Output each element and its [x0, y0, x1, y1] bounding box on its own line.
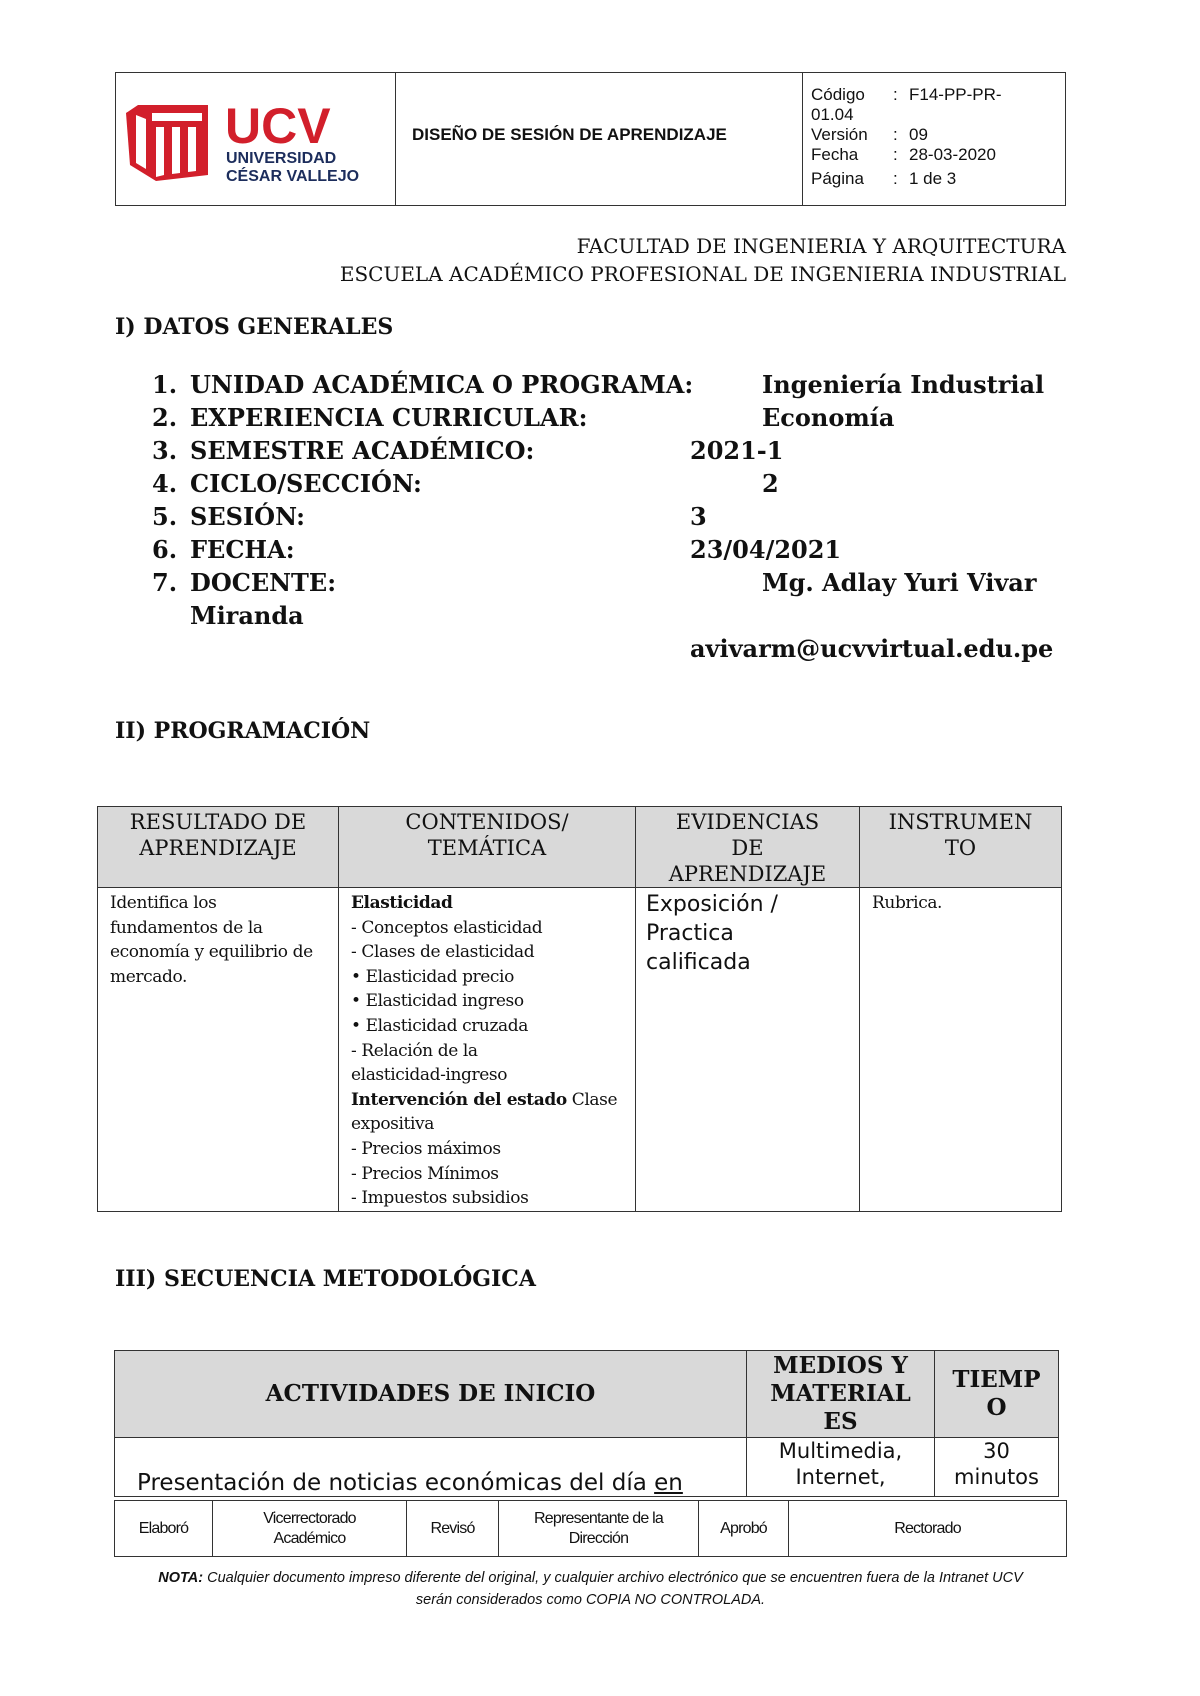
item-value: Economía: [762, 403, 895, 432]
evidencia-line: calificada: [646, 950, 751, 975]
item-label: EXPERIENCIA CURRICULAR:: [190, 403, 588, 432]
medios-line: Internet,: [795, 1465, 886, 1489]
contenidos-cell: [339, 888, 636, 1212]
item-number: 1.: [152, 370, 178, 399]
pagina-value: 1 de 3: [909, 169, 957, 188]
codigo-sep: :: [893, 85, 898, 104]
header-line: APRENDIZAJE: [139, 836, 297, 860]
document-title: DISEÑO DE SESIÓN DE APRENDIZAJE: [412, 125, 727, 144]
evidencia-line: Exposición /: [646, 892, 778, 917]
secuencia-table: [114, 1350, 1059, 1497]
programacion-table: [97, 806, 1062, 1212]
item-value: Mg. Adlay Yuri Vivar: [762, 568, 1037, 597]
contenido-line: elasticidad-ingreso: [351, 1065, 508, 1086]
item-number: 4.: [152, 469, 178, 498]
table-header-row: [98, 807, 1062, 888]
header-instrumento: [860, 807, 1062, 888]
header-line: MEDIOS Y: [773, 1352, 908, 1379]
header-line: CONTENIDOS/: [405, 810, 569, 834]
medios-line: Multimedia,: [778, 1439, 903, 1463]
elasticidad-title: Elasticidad: [351, 893, 453, 913]
evidencias-cell: [636, 888, 860, 1212]
title-cell: [396, 73, 803, 205]
elaboro-label: Elaboró: [115, 1501, 213, 1557]
tiempo-line: minutos: [954, 1465, 1039, 1489]
docente-email: avivarm@ucvvirtual.edu.pe: [690, 634, 1054, 663]
item-value: Ingeniería Industrial: [762, 370, 1045, 399]
header-line: MATERIAL: [770, 1380, 911, 1407]
resultado-line: Identifica los: [110, 893, 217, 913]
contenido-line: • Elasticidad ingreso: [351, 991, 524, 1012]
pagina-sep: :: [893, 169, 898, 188]
version-sep: :: [893, 125, 898, 144]
docente-cont: Miranda: [190, 601, 304, 630]
evidencia-line: Practica: [646, 921, 734, 946]
tiempo-line: 30: [983, 1439, 1010, 1463]
item-value: 23/04/2021: [690, 535, 842, 564]
header-evidencias: [636, 807, 860, 888]
item-number: 6.: [152, 535, 178, 564]
aprobo-label: Aprobó: [699, 1501, 789, 1557]
item-label: CICLO/SECCIÓN:: [190, 469, 422, 498]
section-secuencia-title: III) SECUENCIA METODOLÓGICA: [115, 1266, 536, 1292]
ucv-logo: [122, 95, 392, 185]
section-datos-generales-title: I) DATOS GENERALES: [115, 314, 394, 340]
meta-cell: [803, 73, 1065, 205]
item-label: FECHA:: [190, 535, 295, 564]
header-actividades: ACTIVIDADES DE INICIO: [115, 1351, 747, 1438]
item-number: 7.: [152, 568, 178, 597]
vicerrectorado-line: Académico: [273, 1529, 346, 1547]
codigo-label: Código: [811, 85, 865, 104]
section-programacion-title: II) PROGRAMACIÓN: [115, 718, 371, 744]
fecha-label: Fecha: [811, 145, 859, 164]
representante-line: Dirección: [568, 1529, 629, 1547]
header-tiempo: [935, 1351, 1059, 1438]
item-label: DOCENTE:: [190, 568, 337, 597]
school-name: ESCUELA ACADÉMICO PROFESIONAL DE INGENIERIA INDUSTRIAL: [339, 262, 1066, 286]
contenido-line: - Impuestos subsidios: [351, 1188, 529, 1209]
header-line: APRENDIZAJE: [668, 862, 827, 886]
header-line: O: [986, 1394, 1007, 1421]
item-label: UNIDAD ACADÉMICA O PROGRAMA:: [190, 370, 694, 399]
item-label: SEMESTRE ACADÉMICO:: [190, 436, 535, 465]
medios-cell: [747, 1438, 935, 1497]
item-number: 5.: [152, 502, 178, 531]
resultado-cell: [98, 888, 339, 1212]
resultado-line: mercado.: [110, 966, 187, 987]
pagina-label: Página: [811, 169, 864, 188]
header-resultado: [98, 807, 339, 888]
item-value: 2021-1: [690, 436, 784, 465]
nota-line1: Cualquier documento impreso diferente del original, y cualquier archivo electrónico que se encuentren fuera de la Intranet UCV: [203, 1570, 1023, 1586]
logo-line1: UNIVERSIDAD: [226, 150, 337, 167]
item-number: 3.: [152, 436, 178, 465]
contenido-line: - Precios máximos: [351, 1138, 501, 1159]
item-number: 2.: [152, 403, 178, 432]
contenido-line: - Relación de la: [351, 1040, 478, 1061]
version-label: Versión: [811, 125, 868, 144]
logo-line2: CÉSAR VALLEJO: [226, 168, 360, 185]
codigo-value-cont: 01.04: [811, 105, 854, 124]
header-line: RESULTADO DE: [129, 810, 307, 834]
nota-line2: serán considerados como COPIA NO CONTROLADA.: [415, 1592, 766, 1608]
approval-footer: [114, 1500, 1067, 1557]
header-line: ES: [823, 1408, 858, 1435]
contenido-line: expositiva: [351, 1114, 434, 1135]
logo-brand: UCV: [225, 98, 331, 154]
fecha-sep: :: [893, 145, 898, 164]
header-line: EVIDENCIAS: [675, 810, 820, 834]
header-line: INSTRUMEN: [888, 810, 1033, 834]
intervencion-title: Intervención del estado: [351, 1089, 567, 1110]
faculty-name: FACULTAD DE INGENIERIA Y ARQUITECTURA: [576, 234, 1066, 258]
header-line: DE: [731, 836, 764, 860]
vicerrectorado-cell: [213, 1501, 407, 1557]
header-medios: [747, 1351, 935, 1438]
fecha-value: 28-03-2020: [909, 145, 996, 164]
representante-cell: [499, 1501, 699, 1557]
vicerrectorado-line: Vicerrectorado: [263, 1509, 356, 1527]
contenido-line: • Elasticidad precio: [351, 966, 514, 987]
actividad-text-underlined: en: [654, 1470, 683, 1496]
approval-row: [115, 1501, 1067, 1557]
actividad-text: Presentación de noticias económicas del día: [137, 1470, 655, 1496]
item-value: 2: [762, 469, 779, 498]
contenido-line: • Elasticidad cruzada: [351, 1015, 528, 1036]
reviso-label: Revisó: [407, 1501, 499, 1557]
contenido-line: - Clases de elasticidad: [351, 942, 535, 963]
contenido-line: - Precios Mínimos: [351, 1163, 499, 1184]
item-label: SESIÓN:: [190, 502, 306, 531]
header-line: TEMÁTICA: [427, 836, 547, 860]
intervencion-rest: Clase: [566, 1089, 618, 1110]
tiempo-cell: [935, 1438, 1059, 1497]
version-value: 09: [909, 125, 928, 144]
table-row: [98, 888, 1062, 1212]
resultado-line: fundamentos de la: [110, 917, 263, 938]
instrumento-value: Rubrica.: [872, 893, 943, 913]
item-value: 3: [690, 502, 707, 531]
table-row: [115, 1438, 1059, 1497]
codigo-value: F14-PP-PR-: [909, 85, 1002, 104]
footer-note: [115, 1567, 1066, 1611]
rectorado-label: Rectorado: [789, 1501, 1067, 1557]
header-line: TIEMP: [952, 1366, 1041, 1393]
resultado-line: economía y equilibrio de: [110, 942, 313, 963]
document-meta: [811, 85, 1061, 189]
header-line: TO: [944, 836, 977, 860]
representante-line: Representante de la: [534, 1509, 663, 1527]
document-header: [115, 72, 1066, 206]
table-header-row: [115, 1351, 1059, 1438]
logo-cell: [116, 73, 396, 205]
header-contenidos: [339, 807, 636, 888]
instrumento-cell: [860, 888, 1062, 1212]
contenido-line: - Conceptos elasticidad: [351, 917, 543, 938]
actividad-cell: [115, 1438, 747, 1497]
nota-label: NOTA:: [158, 1570, 204, 1586]
